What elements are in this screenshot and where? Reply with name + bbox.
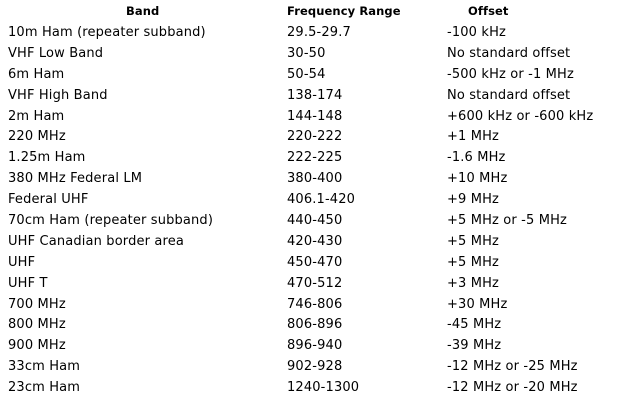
band-cell: 800 MHz — [8, 317, 66, 333]
table-row — [0, 147, 640, 168]
band-cell: 70cm Ham (repeater subband) — [8, 213, 214, 229]
table-row — [0, 252, 640, 273]
offset-cell: No standard offset — [447, 87, 571, 103]
offset-cell: +1 MHz — [447, 129, 500, 145]
band-cell: 1.25m Ham — [8, 150, 86, 166]
table-row — [0, 231, 640, 252]
band-cell: 23cm Ham — [8, 380, 81, 396]
offset-cell: +10 MHz — [447, 171, 508, 187]
frequency-cell: 806-896 — [287, 317, 343, 333]
offset-cell: -12 MHz or -25 MHz — [447, 359, 578, 375]
frequency-cell: 30-50 — [287, 45, 326, 61]
frequency-cell: 440-450 — [287, 213, 343, 229]
offset-cell: -45 MHz — [447, 317, 502, 333]
band-cell: 700 MHz — [8, 296, 66, 312]
band-cell: VHF High Band — [8, 87, 108, 103]
band-cell: UHF Canadian border area — [8, 233, 184, 249]
table-row — [0, 294, 640, 315]
table-row — [0, 314, 640, 335]
table-row — [0, 106, 640, 127]
table-row — [0, 43, 640, 64]
frequency-cell: 380-400 — [287, 171, 343, 187]
band-cell: 10m Ham (repeater subband) — [8, 25, 206, 40]
band-cell: UHF — [8, 254, 36, 270]
frequency-cell: 138-174 — [287, 87, 343, 103]
header-frequency-range: Frequency Range — [287, 4, 401, 18]
table-row — [0, 377, 640, 398]
table-row — [0, 85, 640, 106]
frequency-cell: 406.1-420 — [287, 192, 356, 208]
offset-cell: -1.6 MHz — [447, 150, 506, 166]
table-row — [0, 22, 640, 43]
table-row — [0, 168, 640, 189]
offset-cell: -12 MHz or -20 MHz — [447, 380, 578, 396]
band-cell: VHF Low Band — [8, 45, 104, 61]
offset-cell: +5 MHz or -5 MHz — [447, 213, 567, 229]
offset-cell: No standard offset — [447, 45, 571, 61]
frequency-cell: 896-940 — [287, 338, 343, 354]
table-row — [0, 189, 640, 210]
table-row — [0, 126, 640, 147]
offset-cell: +9 MHz — [447, 192, 500, 208]
table-row — [0, 273, 640, 294]
frequency-cell: 1240-1300 — [287, 380, 360, 396]
frequency-cell: 222-225 — [287, 150, 343, 166]
table-header — [0, 0, 640, 22]
band-cell: 2m Ham — [8, 108, 65, 124]
frequency-cell: 746-806 — [287, 296, 343, 312]
band-cell: 220 MHz — [8, 129, 66, 145]
offset-cell: -39 MHz — [447, 338, 502, 354]
table-row — [0, 210, 640, 231]
offset-cell: -100 kHz — [447, 25, 506, 40]
band-cell: 6m Ham — [8, 66, 65, 82]
frequency-cell: 29.5-29.7 — [287, 25, 351, 40]
header-offset: Offset — [468, 4, 509, 18]
offset-cell: +600 kHz or -600 kHz — [447, 108, 594, 124]
table-row — [0, 335, 640, 356]
band-cell: 900 MHz — [8, 338, 66, 354]
band-cell: Federal UHF — [8, 192, 89, 208]
frequency-cell: 470-512 — [287, 275, 343, 291]
frequency-cell: 50-54 — [287, 66, 326, 82]
table-row — [0, 356, 640, 377]
table-body — [0, 22, 640, 398]
frequency-cell: 220-222 — [287, 129, 343, 145]
frequency-cell: 420-430 — [287, 233, 343, 249]
header-band: Band — [126, 4, 160, 18]
frequency-cell: 450-470 — [287, 254, 343, 270]
frequency-cell: 902-928 — [287, 359, 343, 375]
frequency-cell: 144-148 — [287, 108, 343, 124]
offset-cell: +5 MHz — [447, 254, 500, 270]
band-cell: 380 MHz Federal LM — [8, 171, 143, 187]
band-cell: UHF T — [8, 275, 48, 291]
offset-cell: +3 MHz — [447, 275, 500, 291]
table-row — [0, 64, 640, 85]
offset-cell: +5 MHz — [447, 233, 500, 249]
offset-cell: +30 MHz — [447, 296, 508, 312]
offset-cell: -500 kHz or -1 MHz — [447, 66, 574, 82]
band-cell: 33cm Ham — [8, 359, 81, 375]
